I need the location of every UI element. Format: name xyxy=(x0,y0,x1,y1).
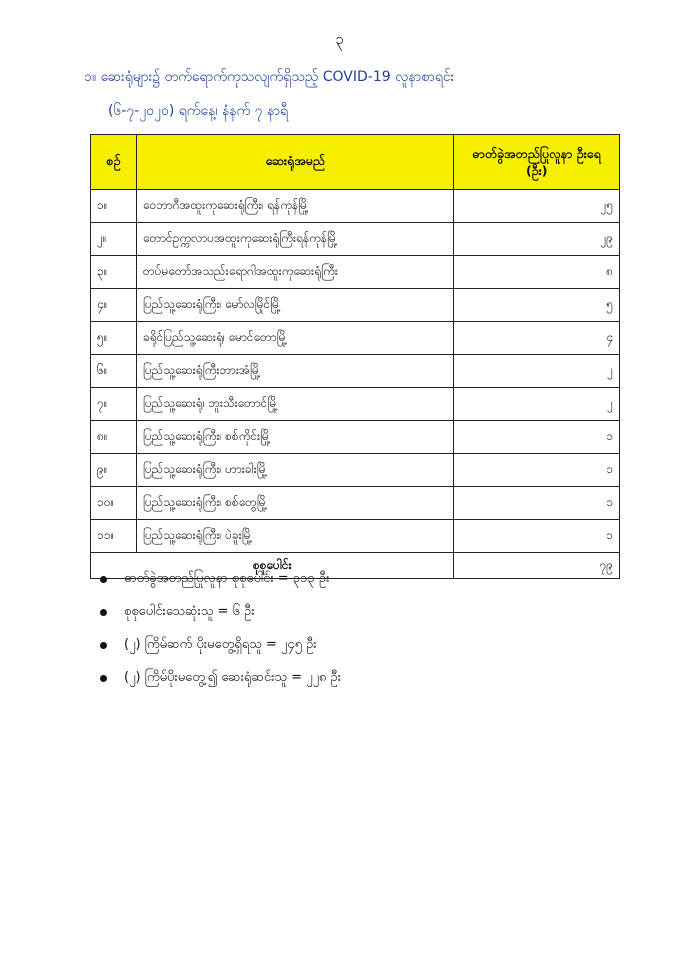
row-serial: ၁၁။ xyxy=(91,520,137,553)
summary-item xyxy=(100,601,341,629)
row-hospital-name: တောင်ဥက္ကလာပအထူးကုဆေးရုံကြီးရန်ကုန်မြို့ xyxy=(136,223,454,256)
row-serial: ၆။ xyxy=(91,355,137,388)
bullet-icon xyxy=(100,642,107,649)
summary-item xyxy=(100,634,341,662)
header-confirmed-count: ဓာတ်ခွဲအတည်ပြုလူနာ ဦးရေ (ဦး) xyxy=(454,135,620,190)
table-row xyxy=(91,322,620,355)
row-hospital-name: ပြည်သူ့ဆေးရုံကြီး၊ စစ်တွေမြို့ xyxy=(136,487,454,520)
table-row xyxy=(91,421,620,454)
row-hospital-name: ပြည်သူ့ဆေးရုံကြီး၊ ပဲခူးမြို့ xyxy=(136,520,454,553)
row-count: ၈ xyxy=(454,256,620,289)
table-body xyxy=(91,190,620,553)
row-serial: ၈။ xyxy=(91,421,137,454)
hospital-cases-table xyxy=(90,134,620,579)
row-hospital-name: ပြည်သူ့ဆေးရုံကြီး၊ စစ်ကိုင်းမြို့ xyxy=(136,421,454,454)
table-row xyxy=(91,454,620,487)
table-row xyxy=(91,190,620,223)
summary-text: စုစုပေါင်းသေဆုံးသူ = ၆ ဦး xyxy=(124,604,255,619)
report-heading: ၁။ ဆေးရုံများ၌ တက်ရောက်ကုသလျက်ရှိသည့် COVID-19 လူနာစာရင်း xyxy=(84,69,455,85)
page-number: ၃ xyxy=(335,30,344,48)
total-count: ၇၉ xyxy=(454,553,620,579)
row-serial: ၅။ xyxy=(91,322,137,355)
row-hospital-name: ပြည်သူ့ဆေးရုံကြီး၊ ဟားခါးမြို့ xyxy=(136,454,454,487)
summary-text: ဓာတ်ခွဲအတည်ပြုလူနာ စုစုပေါင်း = ၃၁၃ ဦး xyxy=(124,571,330,586)
summary-item xyxy=(100,568,341,596)
bullet-icon xyxy=(100,675,107,682)
table-row xyxy=(91,487,620,520)
table-row xyxy=(91,388,620,421)
row-serial: ၁၀။ xyxy=(91,487,137,520)
row-count: ၅ xyxy=(454,289,620,322)
row-hospital-name: တပ်မတော်အသည်းရောဂါအထူးကုဆေးရုံကြီး xyxy=(136,256,454,289)
total-label: စုစုပေါင်း xyxy=(91,553,454,579)
table-header-row xyxy=(91,135,620,190)
row-count: ၂ xyxy=(454,388,620,421)
bullet-icon xyxy=(100,609,107,616)
row-hospital-name: ခရိုင်ပြည်သူ့ဆေးရုံ၊ မောင်တောမြို့ xyxy=(136,322,454,355)
table-row xyxy=(91,223,620,256)
summary-list xyxy=(100,568,341,700)
row-serial: ၉။ xyxy=(91,454,137,487)
row-hospital-name: ဝေဘာဂီအထူးကုဆေးရုံကြီး၊ ရန်ကုန်မြို့ xyxy=(136,190,454,223)
row-count: ၄ xyxy=(454,322,620,355)
row-count: ၂၅ xyxy=(454,190,620,223)
row-hospital-name: ပြည်သူ့ဆေးရုံကြီးဘားအံမြို့ xyxy=(136,355,454,388)
table-row xyxy=(91,289,620,322)
table-row xyxy=(91,520,620,553)
summary-item xyxy=(100,667,341,695)
row-hospital-name: ပြည်သူ့ဆေးရုံကြီး၊ မော်လမြိုင်မြို့ xyxy=(136,289,454,322)
row-serial: ၁။ xyxy=(91,190,137,223)
row-count: ၁ xyxy=(454,454,620,487)
summary-text: (၂) ကြိမ်ပိုးမတွေ့၍ ဆေးရုံဆင်းသူ = ၂၂၈ ဦး xyxy=(124,670,342,685)
table-row xyxy=(91,355,620,388)
summary-text: (၂) ကြိမ်ဆက် ပိုးမတွေ့ရှိရသူ = ၂၄၅ ဦး xyxy=(124,637,317,652)
bullet-icon xyxy=(100,576,107,583)
row-serial: ၃။ xyxy=(91,256,137,289)
row-hospital-name: ပြည်သူ့ဆေးရုံ၊ ဘူးသီးတောင်မြို့ xyxy=(136,388,454,421)
row-serial: ၂။ xyxy=(91,223,137,256)
row-count: ၁ xyxy=(454,487,620,520)
row-serial: ၇။ xyxy=(91,388,137,421)
row-count: ၂၉ xyxy=(454,223,620,256)
row-count: ၁ xyxy=(454,421,620,454)
table-row xyxy=(91,256,620,289)
row-count: ၁ xyxy=(454,520,620,553)
header-serial: စဉ် xyxy=(91,135,137,190)
row-count: ၂ xyxy=(454,355,620,388)
header-hospital-name: ဆေးရုံအမည် xyxy=(136,135,454,190)
report-date: (၆-၇-၂၀၂၀) ရက်နေ့၊ နံနက် ၇ နာရီ xyxy=(108,103,288,119)
row-serial: ၄။ xyxy=(91,289,137,322)
